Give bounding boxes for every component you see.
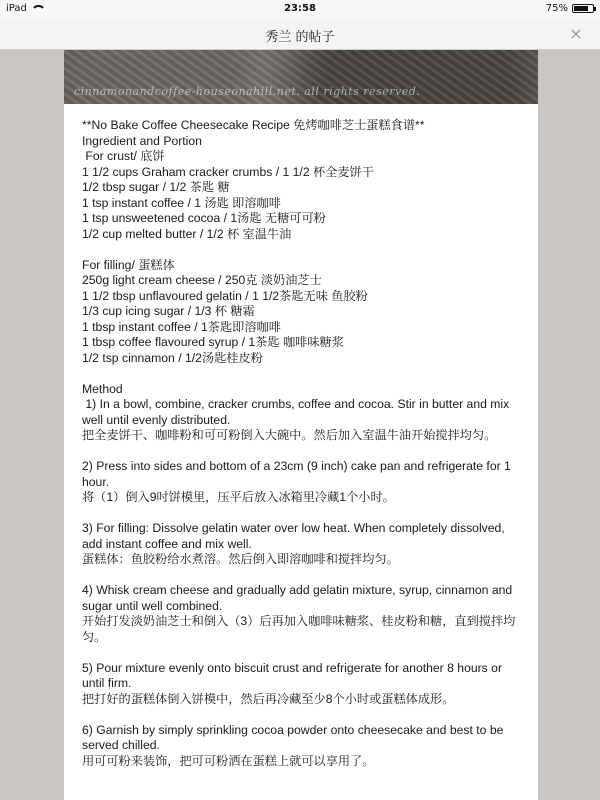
recipe-title: **No Bake Coffee Cheesecake Recipe 免烤咖啡芝士蛋糕食谱** bbox=[82, 118, 425, 132]
step-chinese: 把全麦饼干、咖啡粉和可可粉倒入大碗中。然后加入室温牛油开始搅拌均匀。 bbox=[82, 428, 497, 442]
method-step bbox=[82, 459, 520, 506]
filling-heading: For filling/ 蛋糕体 bbox=[82, 257, 175, 272]
step-chinese: 将（1）倒入9吋饼模里，压平后放入冰箱里冷藏1个小时。 bbox=[82, 490, 395, 504]
crust-heading: For crust/ 底饼 bbox=[82, 149, 165, 163]
recipe-subtitle: Ingredient and Portion bbox=[82, 133, 202, 148]
step-english: 5) Pour mixture evenly onto biscuit crust and refrigerate for another 8 hours or until firm. bbox=[82, 660, 502, 690]
step-chinese: 把打好的蛋糕体倒入饼模中，然后再冷藏至少8个小时或蛋糕体成形。 bbox=[82, 691, 455, 706]
method-step bbox=[82, 521, 520, 568]
step-english: 1) In a bowl, combine, cracker crumbs, coffee and cocoa. Stir in butter and mix well until evenly distributed. bbox=[82, 397, 513, 427]
ingredient-item: 1/2 tbsp sugar / 1/2 茶匙 糖 bbox=[82, 180, 230, 194]
ingredient-item: 250g light cream cheese / 250克 淡奶油芝士 bbox=[82, 273, 322, 287]
ingredient-item: 1 1/2 cups Graham cracker crumbs / 1 1/2 杯全麦饼干 bbox=[82, 164, 374, 179]
battery-percent: 75% bbox=[545, 3, 568, 14]
recipe-text bbox=[64, 104, 538, 769]
status-right bbox=[546, 3, 594, 14]
ingredient-item: 1 tsp unsweetened cocoa / 1汤匙 无糖可可粉 bbox=[82, 211, 326, 225]
step-english: 2) Press into sides and bottom of a 23cm (9 inch) cake pan and refrigerate for 1 hour. bbox=[82, 459, 511, 489]
ingredient-item: 1 tsp instant coffee / 1 汤匙 即溶咖啡 bbox=[82, 195, 281, 210]
status-bar bbox=[0, 0, 600, 18]
page-title: 秀兰 的帖子 bbox=[265, 30, 335, 45]
ingredient-item: 1/3 cup icing sugar / 1/3 杯 糖霜 bbox=[82, 304, 255, 318]
method-heading: Method bbox=[82, 381, 123, 396]
battery-level bbox=[574, 6, 588, 11]
cheesecake-photo bbox=[64, 50, 538, 104]
step-chinese: 用可可粉来装饰，把可可粉洒在蛋糕上就可以享用了。 bbox=[82, 753, 375, 768]
crust-list bbox=[82, 165, 520, 243]
method-step bbox=[82, 661, 520, 708]
status-time: 23:58 bbox=[284, 3, 316, 14]
photo-watermark: cinnamonandcoffee-houseonahill.net. all rights reserved. bbox=[74, 85, 421, 98]
method-step bbox=[82, 723, 520, 770]
ingredient-item: 1 tbsp instant coffee / 1茶匙即溶咖啡 bbox=[82, 319, 281, 334]
step-chinese: 开始打发淡奶油芝士和倒入（3）后再加入咖啡味糖浆、桂皮粉和糖，直到搅拌均匀。 bbox=[82, 614, 516, 644]
post-image bbox=[64, 50, 538, 800]
battery-icon bbox=[572, 4, 594, 13]
close-button[interactable]: × bbox=[569, 24, 583, 43]
device-name: iPad bbox=[6, 3, 27, 14]
step-english: 3) For filling: Dissolve gelatin water over low heat. When completely dissolved, add instant coffee and mix well. bbox=[82, 521, 505, 551]
filling-list bbox=[82, 273, 520, 366]
ingredient-item: 1 tbsp coffee flavoured syrup / 1茶匙 咖啡味糖浆 bbox=[82, 335, 344, 349]
method-step bbox=[82, 583, 520, 645]
step-english: 4) Whisk cream cheese and gradually add gelatin mixture, syrup, cinnamon and sugar until well combined. bbox=[82, 583, 513, 613]
step-chinese: 蛋糕体：鱼胶粉给水煮溶。然后倒入即溶咖啡和搅拌均匀。 bbox=[82, 552, 399, 566]
method-step bbox=[82, 397, 520, 444]
ingredient-item: 1/2 cup melted butter / 1/2 杯 室温牛油 bbox=[82, 226, 292, 241]
ingredient-item: 1 1/2 tbsp unflavoured gelatin / 1 1/2茶匙无味 鱼胶粉 bbox=[82, 288, 368, 303]
step-english: 6) Garnish by simply sprinkling cocoa powder onto cheesecake and best to be served chilled. bbox=[82, 722, 504, 752]
ingredient-item: 1/2 tsp cinnamon / 1/2汤匙桂皮粉 bbox=[82, 350, 263, 365]
nav-bar bbox=[0, 18, 600, 50]
